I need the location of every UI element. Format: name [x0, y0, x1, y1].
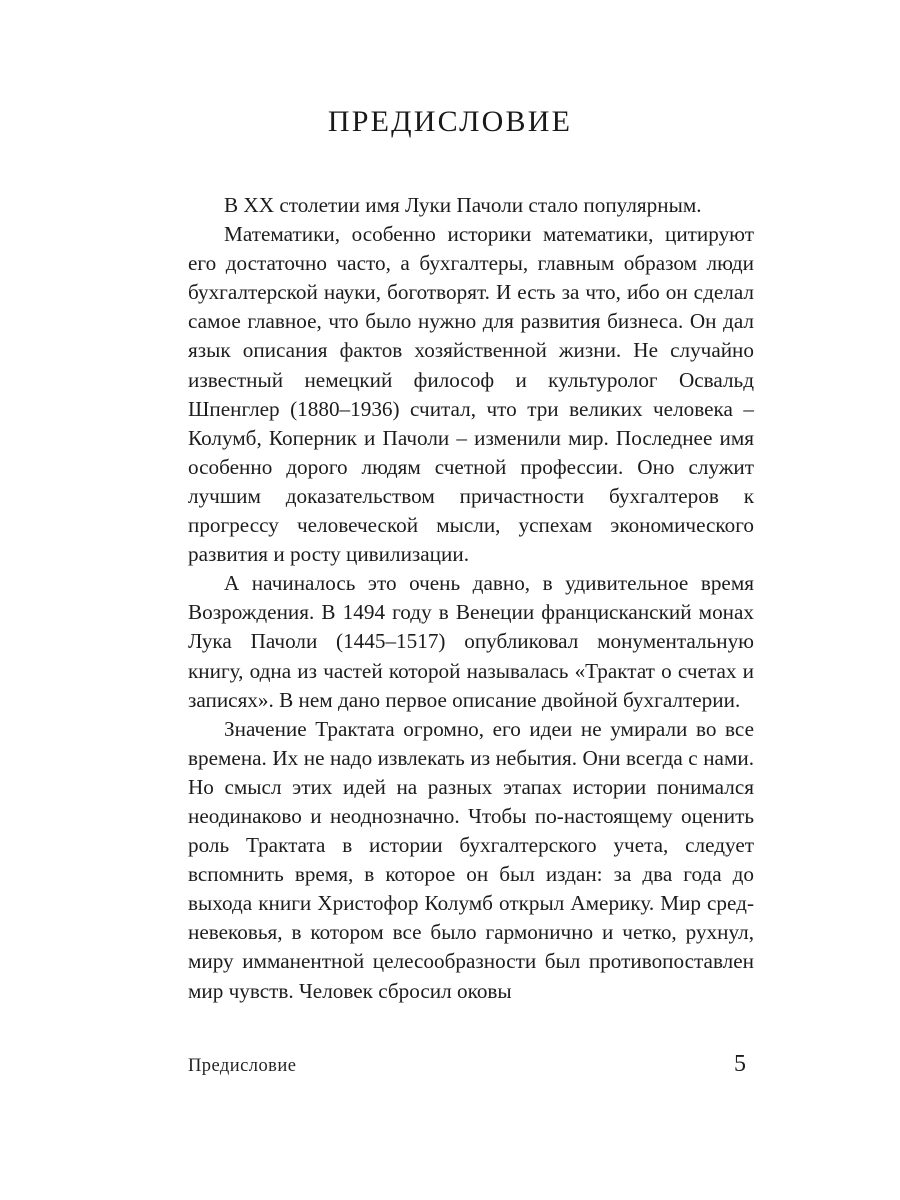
body-text	[188, 191, 754, 1006]
paragraph: А начиналось это очень давно, в удивительное время Возрождения. В 1494 году в Венеции францисканский монах Лука Пачоли (1445–1517) опубликовал монументальную книгу, одна из частей которой называлась «Трактат о счетах и записях». В нем дано первое описание двойной бухгалтерии.	[188, 571, 754, 712]
paragraph: Значение Трактата огромно, его идеи не умирали во все времена. Их не надо извлекать из небытия. Они всегда с нами. Но смысл этих идей на разных этапах истории понимался неодинаково и неоднозначно. Чтобы по-настоящему оценить роль Трактата в истории бухгалтерского учета, следует вспомнить время, в которое он был издан: за два года до выхода книги Христофор Колумб открыл Америку. Мир средневековья, в котором все было гармонично и четко, рухнул, миру имманентной целесообразности был противопоставлен мир чувств. Человек сбросил оковы	[188, 716, 754, 1003]
paragraph: В XX столетии имя Луки Пачоли стало популярным.	[224, 193, 702, 217]
page-number: 5	[734, 1051, 746, 1077]
running-head: Предисловие	[188, 1056, 297, 1076]
paragraph: Математики, особенно историки математики, цитируют его достаточно часто, а бухгалтеры, главным образом люди бухгалтерской науки, боготворят. И есть за что, ибо он сделал самое главное, что было нужно для развития бизнеса. Он дал язык описания фактов хозяйственной жизни. Не случайно известный немецкий философ и культуролог Освальд Шпенглер (1880–1936) считал, что три великих человека – Колумб, Коперник и Пачоли – изменили мир. Последнее имя особенно дорого людям счетной профессии. Оно служит лучшим доказательством причастности бухгалтеров к прогрессу человеческой мысли, успехам экономического развития и росту цивилизации.	[188, 222, 754, 567]
page-footer	[188, 1052, 754, 1086]
page-title: ПРЕДИСЛОВИЕ	[327, 105, 573, 139]
